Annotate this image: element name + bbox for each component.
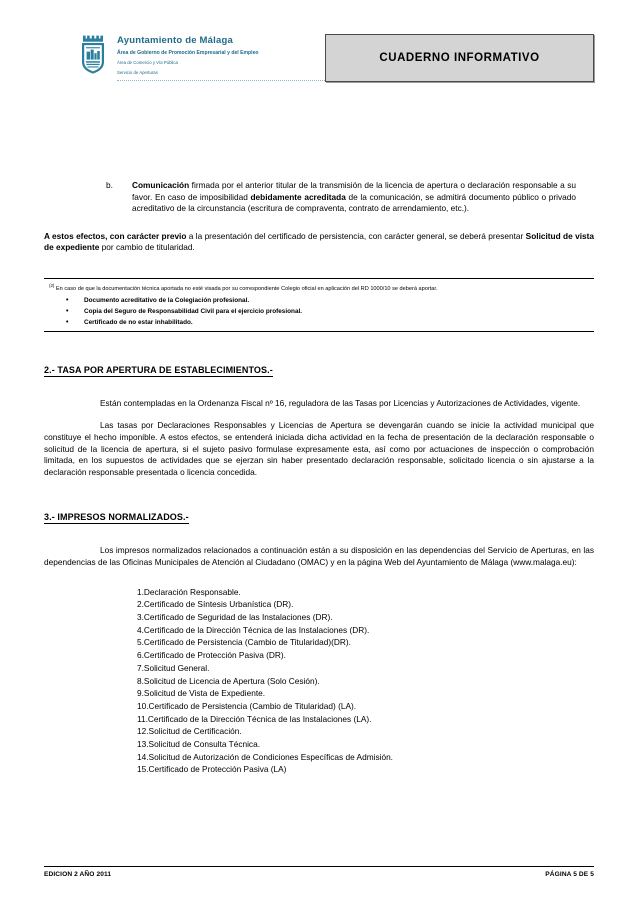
footnote-bullet-list bbox=[44, 295, 594, 328]
section-3 bbox=[44, 512, 594, 776]
list-item-label: Certificado de la Dirección Técnica de las Instalaciones (LA). bbox=[147, 713, 372, 724]
paragraph-efectos-bold-1: A estos efectos, con carácter previo bbox=[44, 230, 187, 241]
malaga-coat-of-arms-icon bbox=[78, 35, 108, 75]
organization-area-government: Área de Gobierno de Promoción Empresarial y del Empleo bbox=[117, 50, 259, 56]
list-item-lead-bold: Comunicación bbox=[132, 180, 190, 190]
list-item bbox=[44, 624, 594, 637]
list-item-number: 6. bbox=[137, 650, 144, 661]
list-item bbox=[44, 306, 594, 317]
list-item bbox=[44, 725, 594, 738]
paragraph-efectos-text-1: a la presentación del certificado de persistencia, con carácter general, se deberá presentar bbox=[186, 230, 526, 241]
section-3-paragraph-1: Los impresos normalizados relacionados a continuación están a su disposición en las dependencias del Servicio de Aperturas, en las dependencias de las Oficinas Municipales de Atención al Ciudadano (OMAC) y en la página Web del Ayuntamiento de Málaga (www.malaga.eu): bbox=[44, 545, 594, 567]
section-3-heading bbox=[44, 512, 594, 522]
list-item bbox=[44, 751, 594, 764]
document-title-box bbox=[325, 34, 594, 82]
footnote-lead-text: En caso de que la documentación técnica aportada no esté visada por su correspondiente Colegio oficial en aplicación del RD 1000/10 se deberá aportar. bbox=[55, 285, 438, 292]
list-item-number: 7. bbox=[137, 662, 144, 673]
list-item-number: 10. bbox=[137, 700, 149, 711]
list-item-text-2: de la comunicación, se admitirá documento público o privado acreditativo de la circunstancia (escritura de compraventa, contrato de arrendamiento, etc.). bbox=[132, 191, 576, 214]
paragraph-efectos-bold-2: Solicitud de vista de expediente bbox=[44, 230, 594, 253]
bullet-icon: • bbox=[66, 318, 69, 326]
list-item bbox=[44, 649, 594, 662]
list-item bbox=[106, 180, 576, 215]
section-3-heading-text: 3.- IMPRESOS NORMALIZADOS.- bbox=[44, 512, 189, 523]
list-item bbox=[44, 675, 594, 688]
list-item-label: Solicitud de Vista de Expediente. bbox=[143, 688, 266, 699]
section-2-heading bbox=[44, 365, 594, 375]
list-item-label: Certificado de Protección Pasiva (DR). bbox=[143, 650, 286, 661]
list-item-label: Solicitud de Consulta Técnica. bbox=[148, 739, 261, 750]
bullet-icon: • bbox=[66, 296, 69, 304]
list-item-label: Solicitud de Certificación. bbox=[148, 726, 242, 737]
document-title: CUADERNO INFORMATIVO bbox=[379, 52, 540, 64]
list-item bbox=[44, 636, 594, 649]
footnote-marker: (2) bbox=[49, 282, 55, 288]
list-item-bold-2: debidamente acreditada bbox=[250, 191, 346, 202]
list-item bbox=[44, 586, 594, 599]
list-item-number: 9. bbox=[137, 688, 144, 699]
list-item bbox=[44, 738, 594, 751]
list-item-number: 5. bbox=[137, 637, 144, 648]
section-2-paragraph-1: Están contempladas en la Ordenanza Fiscal nº 16, reguladora de las Tasas por Licencias y Autorizaciones de Actividades, vigente. bbox=[100, 397, 581, 408]
page-header bbox=[44, 0, 594, 96]
list-item bbox=[44, 317, 594, 328]
footnote-bullet-text: Copia del Seguro de Responsabilidad Civil para el ejercicio profesional. bbox=[84, 307, 303, 315]
list-item bbox=[44, 598, 594, 611]
list-item-label: Solicitud General. bbox=[143, 662, 210, 673]
list-item-paragraph bbox=[132, 180, 576, 215]
footer-edition: EDICION 2 AÑO 2011 bbox=[44, 871, 112, 878]
list-item-label: Certificado de Persistencia (Cambio de Titularidad) (LA). bbox=[148, 700, 357, 711]
section-2 bbox=[44, 365, 594, 479]
list-item-number: 14. bbox=[137, 751, 149, 762]
list-item-label: Certificado de Persistencia (Cambio de Titularidad)(DR). bbox=[143, 637, 351, 648]
normalized-forms-list bbox=[44, 586, 594, 777]
document-content bbox=[44, 96, 594, 776]
list-item-label: Certificado de la Dirección Técnica de las Instalaciones (DR). bbox=[143, 624, 370, 635]
list-item bbox=[44, 700, 594, 713]
list-item-number: 2. bbox=[137, 599, 144, 610]
organization-service: Servicio de Aperturas bbox=[117, 69, 158, 75]
footer-page-number: PÁGINA 5 DE 5 bbox=[545, 871, 594, 878]
footnote-bullet-text: Documento acreditativo de la Colegiación profesional. bbox=[84, 296, 250, 304]
paragraph-efectos-text-2: por cambio de titularidad. bbox=[99, 242, 195, 253]
list-item bbox=[44, 713, 594, 726]
list-item-text-1: firmada por el anterior titular de la transmisión de la licencia de apertura o declaración responsable a su favor. En caso de imposibilidad bbox=[132, 180, 576, 202]
list-item-label: Solicitud de Licencia de Apertura (Solo Cesión). bbox=[143, 675, 320, 686]
section-2-paragraph-2: Las tasas por Declaraciones Responsables y Licencias de Apertura se devengarán cuando se inicie la actividad municipal que constituye el hecho imponible. A estos efectos, se entenderá iniciada dicha actividad en la fecha de presentación de la declaración responsable o solicitud de la licencia de apertura, si el sujeto pasivo formulase expresamente esta, así como por actuaciones de inspección o comprobación limitada, en los supuestos de actividades que se ejerzan sin haber presentado declaración responsable, solicitado licencia o sin ajustarse a la declaración responsable presentada o licencia concedida. bbox=[44, 420, 594, 477]
organization-area-commerce: Área de Comercio y Vía Pública bbox=[117, 60, 178, 65]
organization-block bbox=[117, 34, 325, 81]
list-item-label: Solicitud de Autorización de Condiciones Específicas de Admisión. bbox=[148, 751, 393, 762]
paragraph-efectos bbox=[44, 231, 594, 254]
list-item-number: 11. bbox=[137, 713, 148, 724]
list-item-number: 1. bbox=[137, 586, 144, 597]
list-item bbox=[44, 611, 594, 624]
list-item-number: 8. bbox=[137, 675, 144, 686]
list-item-number: 15. bbox=[137, 764, 149, 775]
section-2-heading-text: 2.- TASA POR APERTURA DE ESTABLECIMIENTOS.- bbox=[44, 364, 273, 375]
list-item-label: Declaración Responsable. bbox=[143, 586, 241, 597]
list-item bbox=[44, 662, 594, 675]
list-item bbox=[44, 687, 594, 700]
list-item-marker: b. bbox=[106, 180, 113, 190]
footnote-bullet-text: Certificado de no estar inhabilitado. bbox=[84, 318, 193, 326]
list-item-number: 13. bbox=[137, 739, 149, 750]
list-item-label: Certificado de Protección Pasiva (LA) bbox=[148, 764, 287, 775]
page-footer bbox=[44, 866, 594, 878]
list-item bbox=[44, 763, 594, 776]
organization-name: Ayuntamiento de Málaga bbox=[117, 35, 233, 46]
footnote-lead bbox=[44, 282, 594, 293]
header-divider bbox=[117, 80, 325, 81]
footnote-box bbox=[44, 278, 594, 332]
bullet-icon: • bbox=[66, 307, 69, 315]
list-item-number: 12. bbox=[137, 726, 149, 737]
list-item-number: 3. bbox=[137, 611, 144, 622]
list-item-number: 4. bbox=[137, 624, 144, 635]
list-item-label: Certificado de Síntesis Urbanística (DR). bbox=[143, 599, 294, 610]
list-item-label: Certificado de Seguridad de las Instalaciones (DR). bbox=[143, 611, 333, 622]
list-item bbox=[44, 295, 594, 306]
